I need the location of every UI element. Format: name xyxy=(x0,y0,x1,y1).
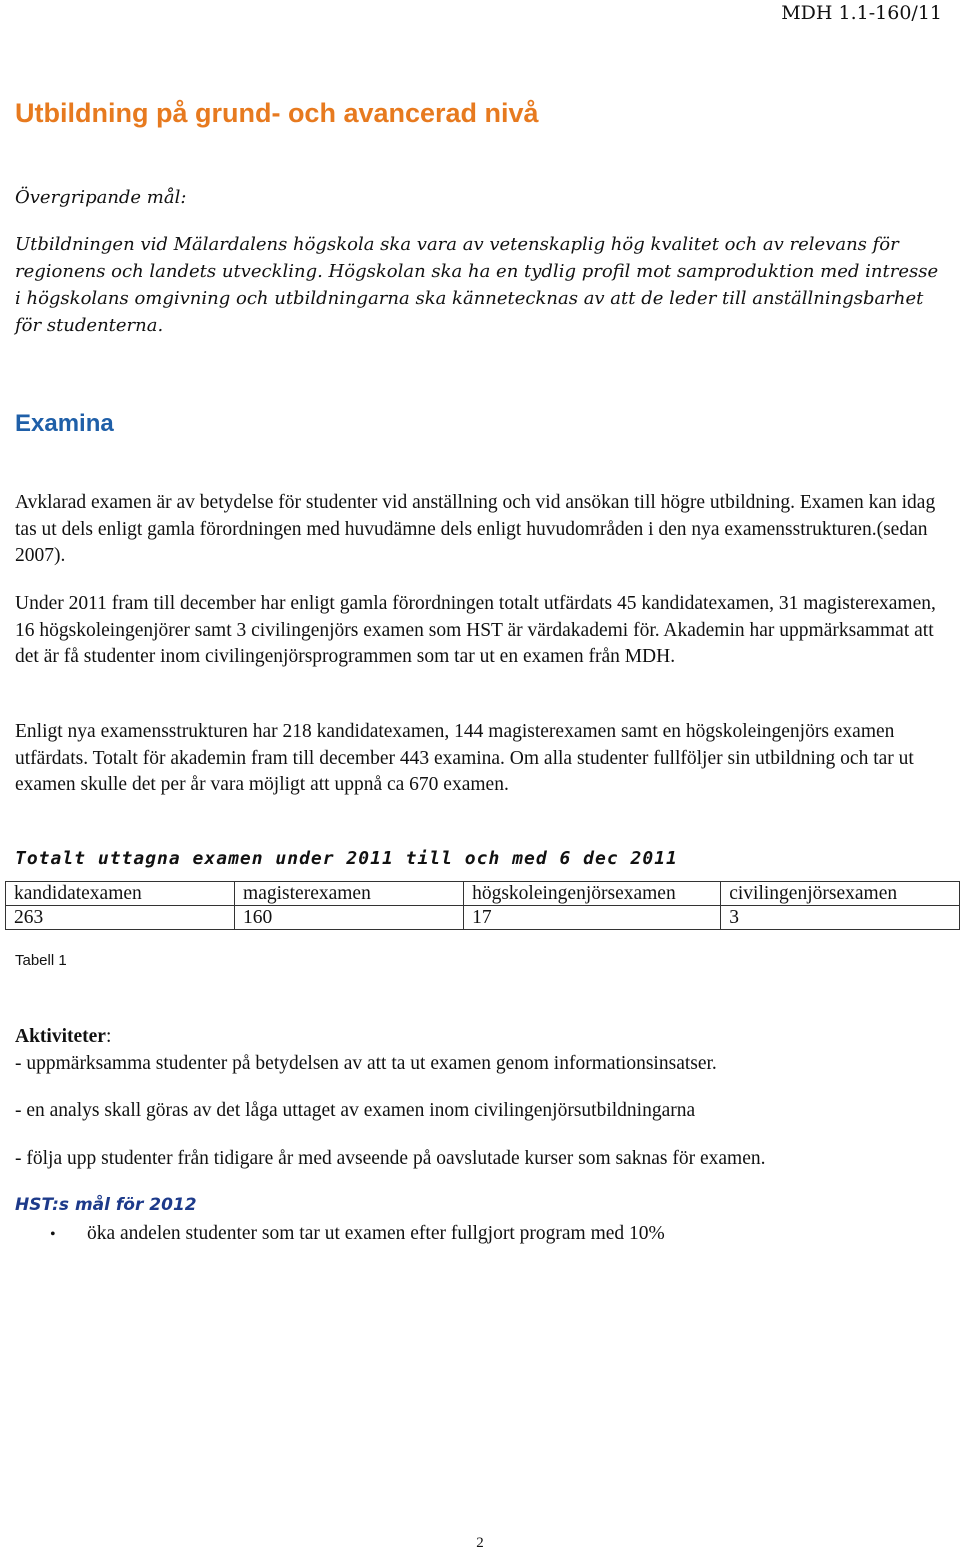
hst-goal-item xyxy=(50,1223,665,1245)
goals-label: Övergripande mål: xyxy=(15,187,187,208)
paragraph-1: Avklarad examen är av betydelse för studenter vid anställning och vid ansökan till högre utbildning. Examen kan idag tas ut dels enligt gamla förordningen med huvudämne dels enligt huvudområden i den nya examensstrukturen.(sedan 2007). xyxy=(15,492,936,566)
table-caption: Tabell 1 xyxy=(15,952,67,969)
table-header-cell: högskoleingenjörsexamen xyxy=(464,882,721,906)
table-title: Totalt uttagna examen under 2011 till och med 6 dec 2011 xyxy=(15,848,678,869)
hst-goals-heading: HST:s mål för 2012 xyxy=(15,1195,197,1215)
table-cell: 160 xyxy=(235,906,464,930)
hst-goal-text: öka andelen studenter som tar ut examen efter fullgjort program med 10% xyxy=(87,1223,665,1244)
activities-heading-text: Aktiviteter xyxy=(15,1026,106,1047)
bullet-icon: • xyxy=(50,1226,56,1243)
exam-table xyxy=(5,881,960,930)
activities-heading-colon: : xyxy=(105,1026,112,1047)
page-title: Utbildning på grund- och avancerad nivå xyxy=(15,98,539,128)
page-number: 2 xyxy=(476,1535,484,1551)
table-header-row xyxy=(6,882,960,906)
goals-text: Utbildningen vid Mälardalens högskola ska vara av vetenskaplig hög kvalitet och av relevans för regionens och landets utveckling. Högskolan ska ha en tydlig profil mot samproduktion med intresse i högskolans omgivning och utbildningarna ska kännetecknas av att de leder till anställningsbarhet för studenterna. xyxy=(15,234,939,336)
table-row xyxy=(6,906,960,930)
table-cell: 3 xyxy=(721,906,960,930)
table-cell: 17 xyxy=(464,906,721,930)
activities-heading xyxy=(15,1026,111,1048)
document-number: MDH 1.1-160/11 xyxy=(781,2,942,24)
paragraph-2: Under 2011 fram till december har enligt gamla förordningen totalt utfärdats 45 kandidatexamen, 31 magisterexamen, 16 högskoleingenjörer samt 3 civilingenjörs examen som HST är värdakademi för. Akademin har uppmärksammat att det är få studenter inom civilingenjörsprogrammen som tar ut en examen från MDH. xyxy=(15,593,936,667)
activity-item: - följa upp studenter från tidigare år med avseende på oavslutade kurser som saknas för examen. xyxy=(15,1148,766,1169)
activity-item: - en analys skall göras av det låga uttaget av examen inom civilingenjörsutbildningarna xyxy=(15,1100,696,1121)
table-cell: 263 xyxy=(6,906,235,930)
activity-item: - uppmärksamma studenter på betydelsen av att ta ut examen genom informationsinsatser. xyxy=(15,1053,717,1074)
table-header-cell: civilingenjörsexamen xyxy=(721,882,960,906)
paragraph-3: Enligt nya examensstrukturen har 218 kandidatexamen, 144 magisterexamen samt en högskoleingenjörs examen utfärdats. Totalt för akademin fram till december 443 examina. Om alla studenter fullföljer sin utbildning och tar ut examen skulle det per år vara möjligt att uppnå ca 670 examen. xyxy=(15,721,914,795)
section-heading: Examina xyxy=(15,410,114,437)
table-header-cell: kandidatexamen xyxy=(6,882,235,906)
table-header-cell: magisterexamen xyxy=(235,882,464,906)
